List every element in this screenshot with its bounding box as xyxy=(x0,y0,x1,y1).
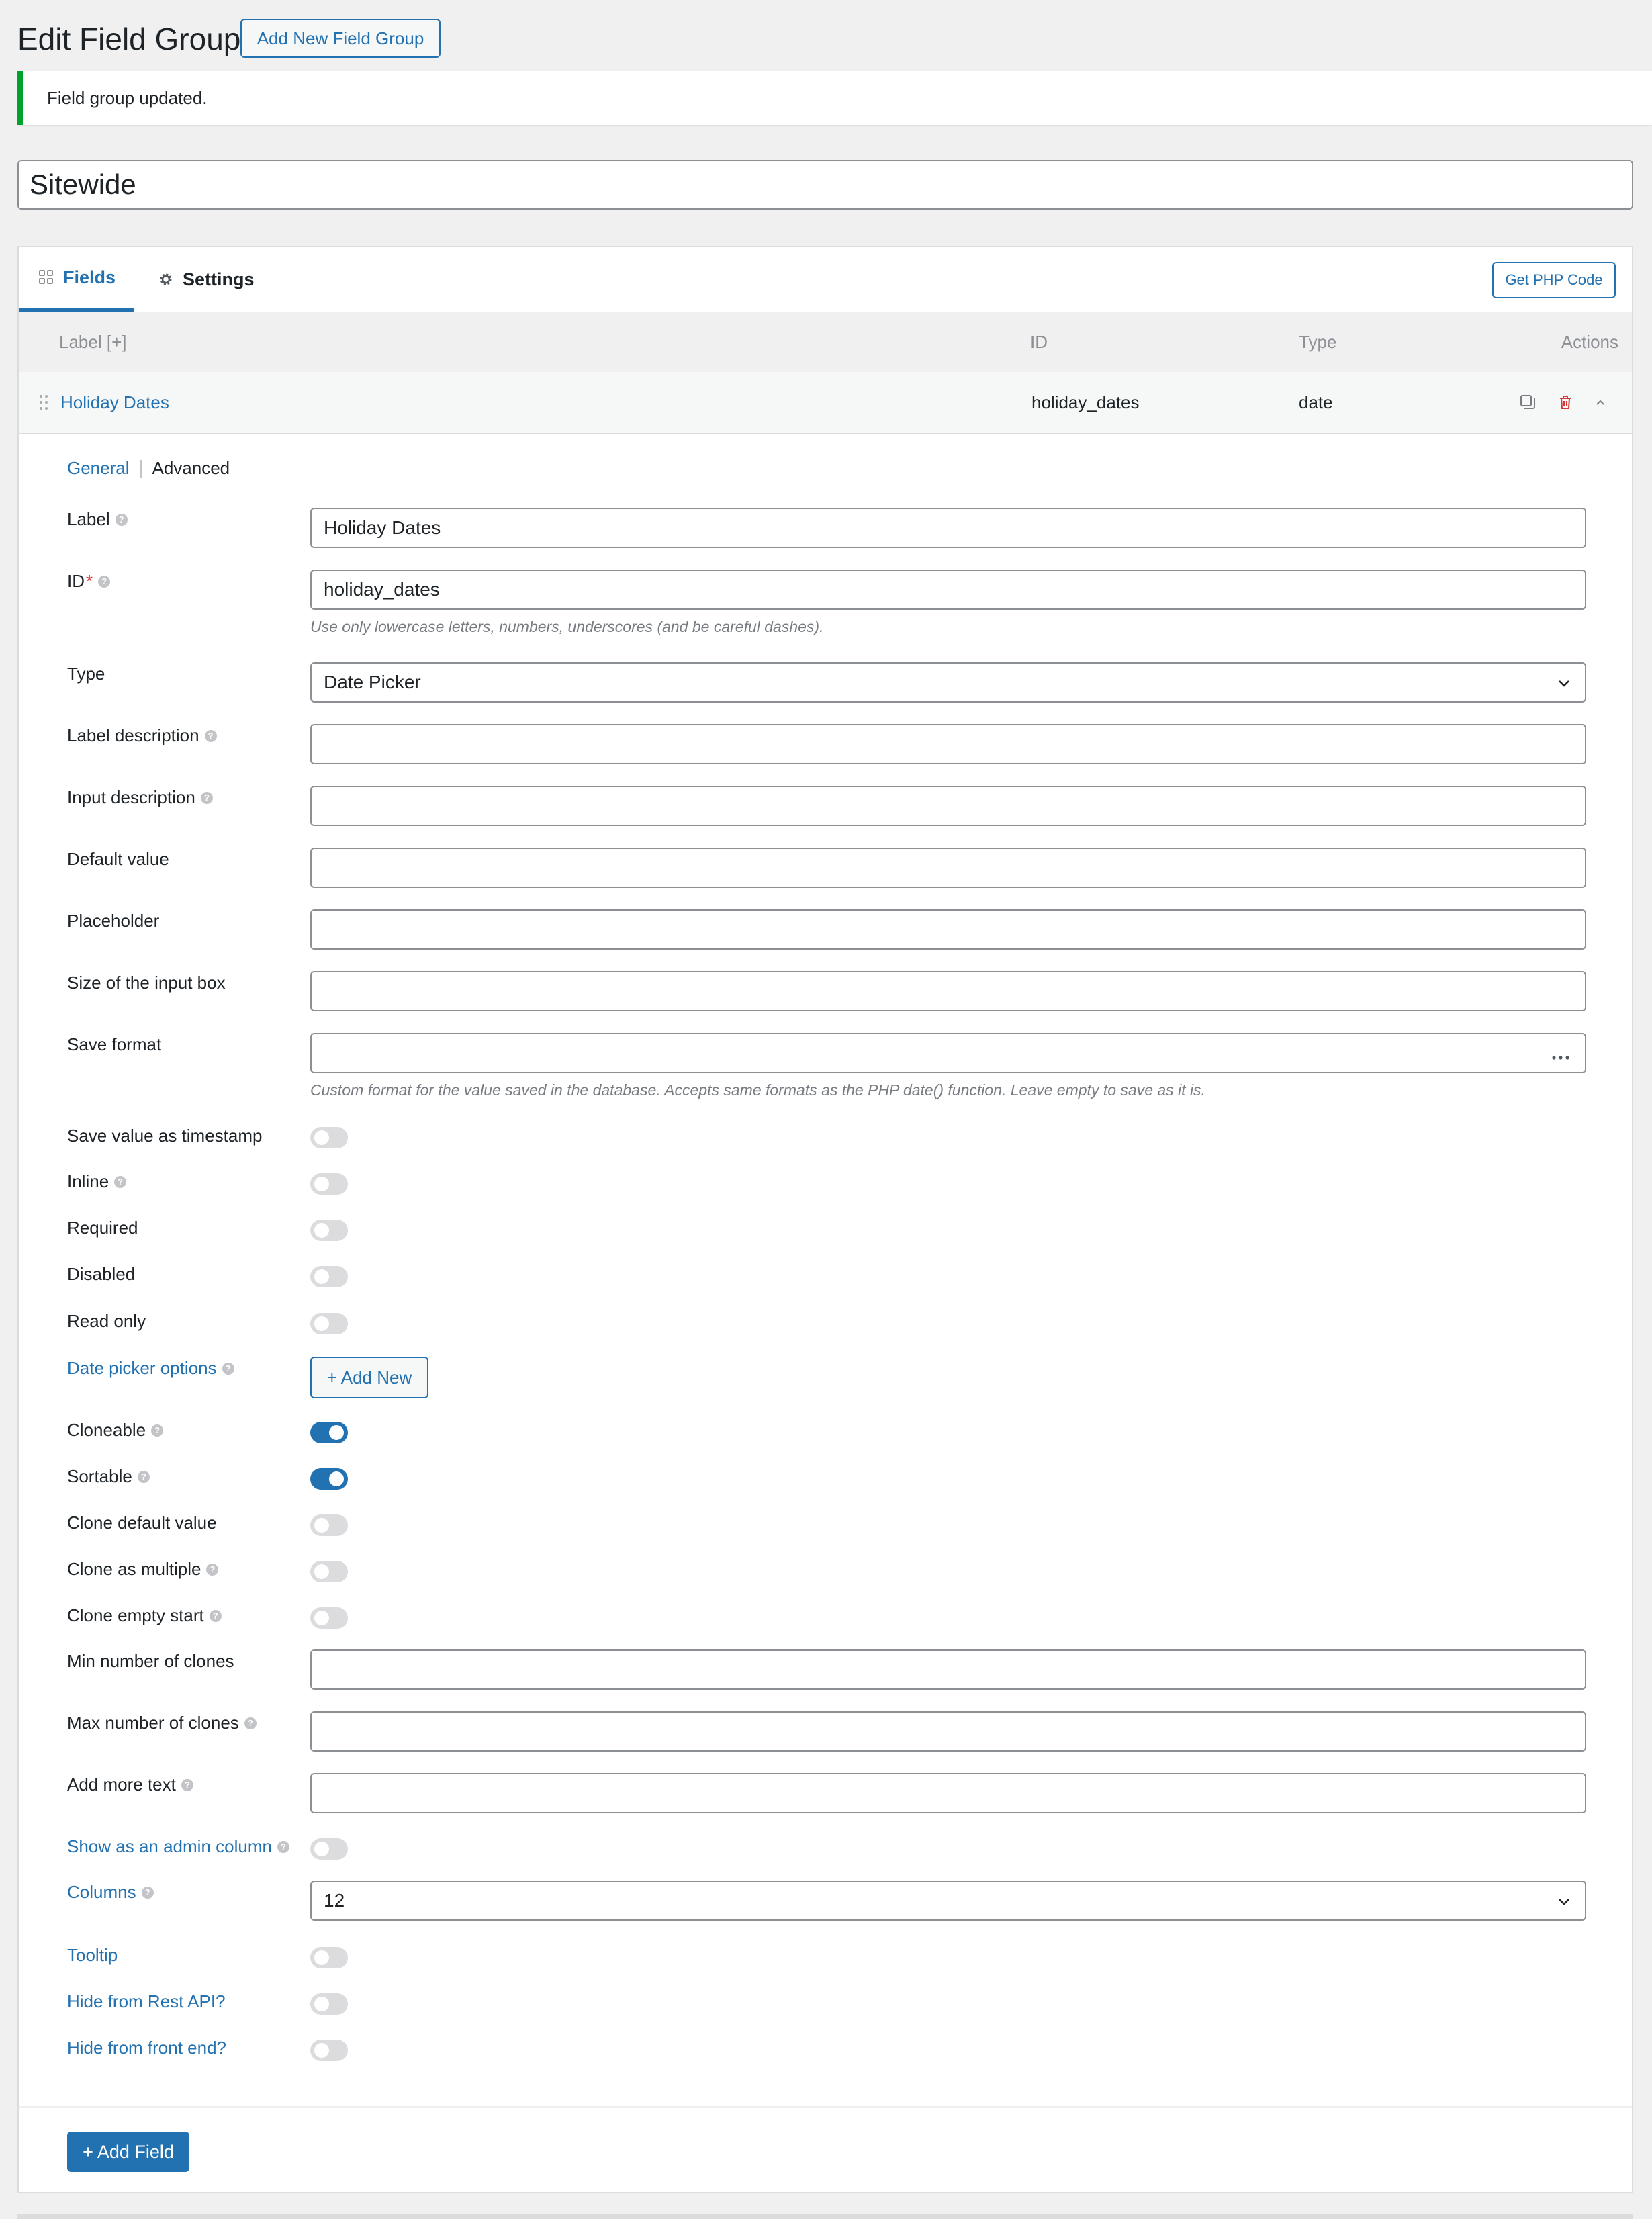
required-text: Required xyxy=(67,1218,138,1238)
fields-table-header xyxy=(19,312,1632,373)
clone-multiple-text: Clone as multiple xyxy=(67,1559,201,1579)
add-more-text-input[interactable] xyxy=(310,1773,1586,1813)
size-text: Size of the input box xyxy=(67,972,226,993)
min-clones-label xyxy=(67,1651,234,1672)
divider xyxy=(19,2106,1632,2108)
toggle-knob xyxy=(314,1130,329,1145)
tab-fields-label: Fields xyxy=(62,267,116,287)
toggle-knob xyxy=(314,1316,329,1331)
toggle-knob xyxy=(314,1611,329,1625)
group-title-input[interactable] xyxy=(17,160,1633,210)
label-description-input[interactable] xyxy=(310,724,1586,764)
disabled-label xyxy=(67,1264,135,1285)
help-icon[interactable]: ? xyxy=(244,1717,257,1729)
columns-select-value: 12 xyxy=(324,1890,345,1911)
add-field-button[interactable]: + Add Field xyxy=(67,2132,189,2172)
save-timestamp-label xyxy=(67,1126,262,1146)
label-description-label xyxy=(67,725,217,746)
clone-multiple-toggle[interactable] xyxy=(310,1561,348,1582)
help-icon[interactable]: ? xyxy=(142,1887,154,1899)
page-title: Edit Field Group xyxy=(17,21,241,56)
subtab-divider xyxy=(140,460,142,478)
placeholder-input[interactable] xyxy=(310,909,1586,950)
inline-label xyxy=(67,1171,126,1192)
tab-fields[interactable] xyxy=(19,247,134,312)
help-icon[interactable]: ? xyxy=(277,1841,289,1853)
success-notice xyxy=(17,71,1652,125)
sortable-label xyxy=(67,1466,150,1487)
disabled-text: Disabled xyxy=(67,1264,136,1284)
duplicate-icon[interactable] xyxy=(1518,392,1538,412)
help-icon[interactable]: ? xyxy=(98,576,110,588)
max-clones-input[interactable] xyxy=(310,1711,1586,1752)
clone-empty-start-toggle[interactable] xyxy=(310,1607,348,1629)
label-input[interactable] xyxy=(310,508,1586,548)
label-text: Label xyxy=(67,509,110,529)
field-id-value: holiday_dates xyxy=(1031,392,1140,412)
notice-text: Field group updated. xyxy=(47,87,208,108)
type-select-value: Date Picker xyxy=(324,672,421,692)
default-value-input[interactable] xyxy=(310,848,1586,888)
help-icon[interactable]: ? xyxy=(138,1471,150,1483)
toggle-knob xyxy=(314,1177,329,1191)
more-options-icon[interactable] xyxy=(1550,1048,1571,1061)
group-title-value: Sitewide xyxy=(30,169,136,200)
clone-empty-start-label xyxy=(67,1605,222,1626)
id-input-value: holiday_dates xyxy=(324,579,440,600)
subtab-general[interactable]: General xyxy=(67,458,130,478)
tooltip-label[interactable] xyxy=(67,1945,118,1966)
save-format-hint: Custom format for the value saved in the database. Accepts same formats as the PHP date() function. Leave empty to save as it is. xyxy=(310,1081,1205,1099)
help-icon[interactable]: ? xyxy=(114,1176,126,1188)
help-icon[interactable]: ? xyxy=(181,1779,193,1791)
date-picker-options-label[interactable] xyxy=(67,1358,234,1379)
field-subtabs xyxy=(67,458,230,479)
chevron-down-icon xyxy=(1555,674,1573,692)
read-only-toggle[interactable] xyxy=(310,1313,348,1334)
field-type-value: date xyxy=(1299,392,1333,412)
field-name-link[interactable]: Holiday Dates xyxy=(60,392,169,412)
help-icon[interactable]: ? xyxy=(201,792,213,804)
read-only-text: Read only xyxy=(67,1311,146,1331)
inline-toggle[interactable] xyxy=(310,1173,348,1195)
field-group-panel xyxy=(17,246,1633,2193)
default-value-label xyxy=(67,849,169,870)
save-timestamp-toggle[interactable] xyxy=(310,1127,348,1148)
bottom-edge xyxy=(17,2214,1633,2219)
tooltip-text: Tooltip xyxy=(67,1945,118,1965)
toggle-knob xyxy=(329,1471,344,1486)
input-description-text: Input description xyxy=(67,787,195,807)
add-more-text-label xyxy=(67,1774,193,1795)
label-description-text: Label description xyxy=(67,725,199,745)
label-field-label xyxy=(67,509,128,530)
input-description-input[interactable] xyxy=(310,786,1586,826)
clone-default-toggle[interactable] xyxy=(310,1514,348,1536)
cloneable-text: Cloneable xyxy=(67,1420,146,1440)
save-format-text: Save format xyxy=(67,1034,162,1054)
hide-front-toggle[interactable] xyxy=(310,2040,348,2061)
admin-column-toggle[interactable] xyxy=(310,1838,348,1860)
size-label xyxy=(67,972,226,993)
gear-icon xyxy=(157,271,175,288)
admin-column-label[interactable] xyxy=(67,1836,289,1857)
chevron-down-icon xyxy=(1555,1893,1573,1910)
panel-tabs xyxy=(19,247,1632,313)
id-label-text: ID xyxy=(67,571,85,591)
date-picker-options-text: Date picker options xyxy=(67,1358,217,1378)
col-id-header: ID xyxy=(1030,332,1048,352)
drag-handle-icon[interactable] xyxy=(39,394,48,411)
toggle-knob xyxy=(314,1518,329,1533)
toggle-knob xyxy=(314,1223,329,1238)
hide-rest-text: Hide from Rest API? xyxy=(67,1991,226,2011)
default-value-text: Default value xyxy=(67,849,169,869)
hide-rest-label[interactable] xyxy=(67,1991,226,2012)
sortable-toggle[interactable] xyxy=(310,1468,348,1490)
columns-label[interactable] xyxy=(67,1882,154,1903)
field-row[interactable] xyxy=(19,372,1632,434)
disabled-toggle[interactable] xyxy=(310,1266,348,1287)
trash-icon[interactable] xyxy=(1555,392,1575,412)
type-label-text: Type xyxy=(67,664,105,684)
input-description-label xyxy=(67,787,213,808)
hide-front-label[interactable] xyxy=(67,2038,226,2058)
required-label xyxy=(67,1218,138,1238)
type-field-label xyxy=(67,664,105,684)
toggle-knob xyxy=(314,1997,329,2011)
placeholder-label xyxy=(67,911,159,932)
tab-settings-label: Settings xyxy=(183,269,255,289)
help-icon[interactable]: ? xyxy=(210,1610,222,1622)
subtab-advanced[interactable]: Advanced xyxy=(152,458,230,478)
save-format-label xyxy=(67,1034,161,1055)
cloneable-toggle[interactable] xyxy=(310,1422,348,1443)
clone-multiple-label xyxy=(67,1559,218,1580)
chevron-up-icon[interactable] xyxy=(1590,392,1610,412)
id-hint: Use only lowercase letters, numbers, underscores (and be careful dashes). xyxy=(310,618,824,635)
id-input[interactable] xyxy=(310,570,1586,610)
read-only-label xyxy=(67,1311,146,1332)
required-asterisk: * xyxy=(86,571,93,591)
toggle-knob xyxy=(314,1842,329,1856)
size-input[interactable] xyxy=(310,971,1586,1011)
toggle-knob xyxy=(314,1564,329,1579)
help-icon[interactable]: ? xyxy=(116,514,128,526)
toggle-knob xyxy=(314,2043,329,2058)
admin-column-text: Show as an admin column xyxy=(67,1836,272,1856)
col-label-header[interactable]: Label [+] xyxy=(59,332,127,352)
inline-text: Inline xyxy=(67,1171,109,1191)
max-clones-label xyxy=(67,1713,257,1733)
hide-rest-toggle[interactable] xyxy=(310,1993,348,2015)
help-icon[interactable]: ? xyxy=(151,1424,163,1437)
toggle-knob xyxy=(329,1425,344,1440)
get-php-code-button[interactable]: Get PHP Code xyxy=(1492,262,1616,298)
min-clones-input[interactable] xyxy=(310,1649,1586,1690)
columns-text: Columns xyxy=(67,1882,136,1902)
add-more-text-text: Add more text xyxy=(67,1774,176,1795)
max-clones-text: Max number of clones xyxy=(67,1713,239,1733)
placeholder-text: Placeholder xyxy=(67,911,160,931)
toggle-knob xyxy=(314,1269,329,1284)
min-clones-text: Min number of clones xyxy=(67,1651,234,1671)
clone-default-text: Clone default value xyxy=(67,1512,217,1533)
col-actions-header: Actions xyxy=(1561,332,1618,352)
sortable-text: Sortable xyxy=(67,1466,132,1486)
type-select[interactable] xyxy=(310,662,1586,703)
label-input-value: Holiday Dates xyxy=(324,517,441,538)
tab-settings[interactable] xyxy=(157,247,255,312)
cloneable-label xyxy=(67,1420,163,1441)
id-field-label xyxy=(67,571,110,592)
help-icon[interactable]: ? xyxy=(205,730,217,742)
clone-default-label xyxy=(67,1512,217,1533)
help-icon[interactable]: ? xyxy=(222,1363,234,1375)
required-toggle[interactable] xyxy=(310,1220,348,1241)
grid-icon xyxy=(38,269,55,286)
col-type-header: Type xyxy=(1299,332,1337,352)
toggle-knob xyxy=(314,1950,329,1965)
save-timestamp-text: Save value as timestamp xyxy=(67,1126,263,1146)
columns-select[interactable] xyxy=(310,1881,1586,1921)
save-format-input[interactable] xyxy=(310,1033,1586,1073)
date-picker-add-new-button[interactable]: + Add New xyxy=(310,1357,428,1398)
tooltip-toggle[interactable] xyxy=(310,1947,348,1968)
help-icon[interactable]: ? xyxy=(206,1564,218,1576)
clone-empty-start-text: Clone empty start xyxy=(67,1605,204,1625)
hide-front-text: Hide from front end? xyxy=(67,2038,227,2058)
add-new-field-group-button[interactable]: Add New Field Group xyxy=(240,19,441,58)
